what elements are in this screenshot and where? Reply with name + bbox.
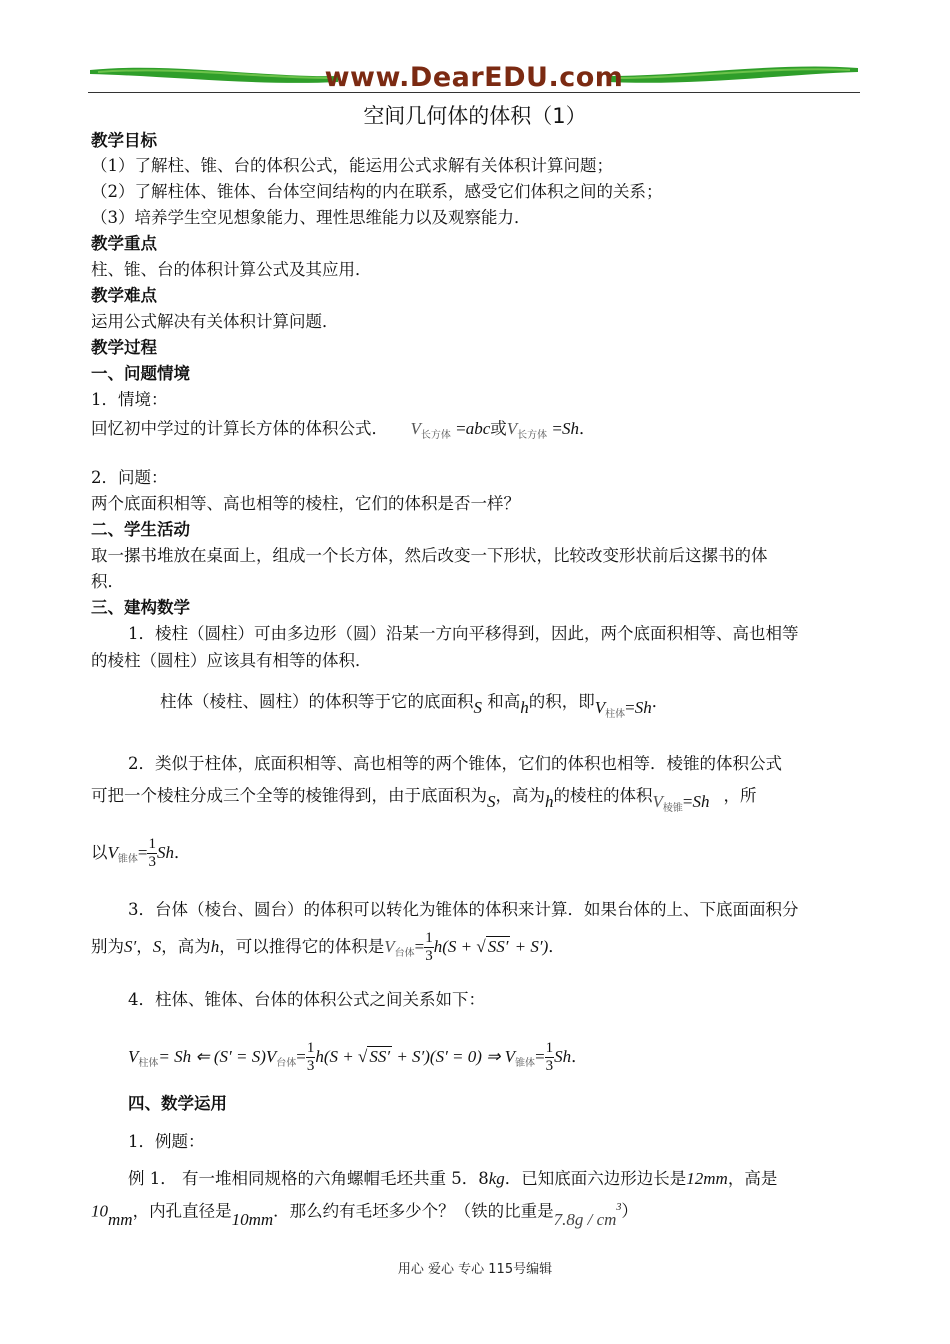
key-points-text: 柱、锥、台的体积计算公式及其应用． <box>91 260 372 279</box>
header-rule <box>88 92 860 93</box>
heading-process: 教学过程 <box>91 338 157 357</box>
heading-part1: 一、问题情境 <box>91 364 190 383</box>
frustum-volume-formula: 别为S′，S，高为h，可以推得它的体积是$V_{台体}=$ $\frac{1}{3}$ h(S + √ SS′ + S′)． <box>91 930 565 964</box>
prism-volume-formula: 柱体（棱柱、圆柱）的体积等于它的底面积S 和高h的积，即$V_{柱体}=Sh$． <box>160 692 669 720</box>
header-banner <box>88 60 860 94</box>
page-footer: 用心 爱心 专心 115号编辑 <box>397 1262 553 1277</box>
example1-line: 例 1． 有一堆相同规格的六角螺帽毛坯共重 5．8kg．已知底面六边形边长是12mm，高是 <box>128 1169 778 1188</box>
goal-item: （1）了解柱、锥、台的体积公式，能运用公式求解有关体积计算问题； <box>91 156 613 175</box>
item-examples: 1．例题： <box>128 1132 205 1151</box>
activity-line: 积． <box>91 572 124 591</box>
construct-para2-line: 2．类似于柱体，底面积相等、高也相等的两个锥体，它们的体积也相等．棱锥的体积公式 <box>128 754 782 773</box>
activity-line: 取一摞书堆放在桌面上，组成一个长方体，然后改变一下形状，比较改变形状前后这摞书的体 <box>91 546 768 565</box>
volume-relationship-chain: $V_{柱体}= Sh$ ⇐ $(S' = S)V_{台体}=$ $\frac{1}{3}$ h(S + √ SS′ + S′)(S′ = 0) ⇒ $V_{锥体}=$ $\frac{1}{3}$ Sh． <box>128 1040 588 1074</box>
construct-para1-line: 的棱柱（圆柱）应该具有相等的体积． <box>91 651 372 670</box>
cuboid-formula-line: 回忆初中学过的计算长方体的体积公式． $V_{长方体} =abc$或$V_{长方体} =Sh$． <box>91 419 596 441</box>
item-situation: 1．情境： <box>91 390 168 409</box>
heading-difficulties: 教学难点 <box>91 286 157 305</box>
goal-item: （3）培养学生空见想象能力、理性思维能力以及观察能力． <box>91 208 531 227</box>
heading-goals: 教学目标 <box>91 131 157 150</box>
site-logo-text: www.DearEDU.com <box>324 62 624 93</box>
difficulties-text: 运用公式解决有关体积计算问题． <box>91 312 339 331</box>
construct-para3-line: 3．台体（棱台、圆台）的体积可以转化为锥体的体积来计算．如果台体的上、下底面面积分 <box>128 900 799 919</box>
heading-part2: 二、学生活动 <box>91 520 190 539</box>
goal-item: （2）了解柱体、锥体、台体空间结构的内在联系，感受它们体积之间的关系； <box>91 182 663 201</box>
item-question: 2．问题： <box>91 468 168 487</box>
heading-key-points: 教学重点 <box>91 234 157 253</box>
construct-para1-line: 1．棱柱（圆柱）可由多边形（圆）沿某一方向平移得到，因此，两个底面积相等、高也相等 <box>128 624 799 643</box>
question-text: 两个底面积相等、高也相等的棱柱，它们的体积是否一样？ <box>91 494 520 513</box>
pyramid-volume-formula: 以$V_{锥体}=$ $\frac{1}{3}$ Sh． <box>91 836 191 870</box>
heading-part4: 四、数学运用 <box>128 1094 227 1113</box>
example1-line: 10mm，内孔直径是10mm．那么约有毛坯多少个？（铁的比重是$7.8g / cm^3$） <box>91 1201 638 1229</box>
heading-part3: 三、建构数学 <box>91 598 190 617</box>
construct-para2-line: 可把一个棱柱分成三个全等的棱锥得到，由于底面积为S，高为h的棱柱的体积$V_{棱锥}=Sh$ ，所 <box>91 786 757 814</box>
page-title: 空间几何体的体积（1） <box>363 104 587 128</box>
construct-para4-line: 4．柱体、锥体、台体的体积公式之间关系如下： <box>128 990 485 1009</box>
